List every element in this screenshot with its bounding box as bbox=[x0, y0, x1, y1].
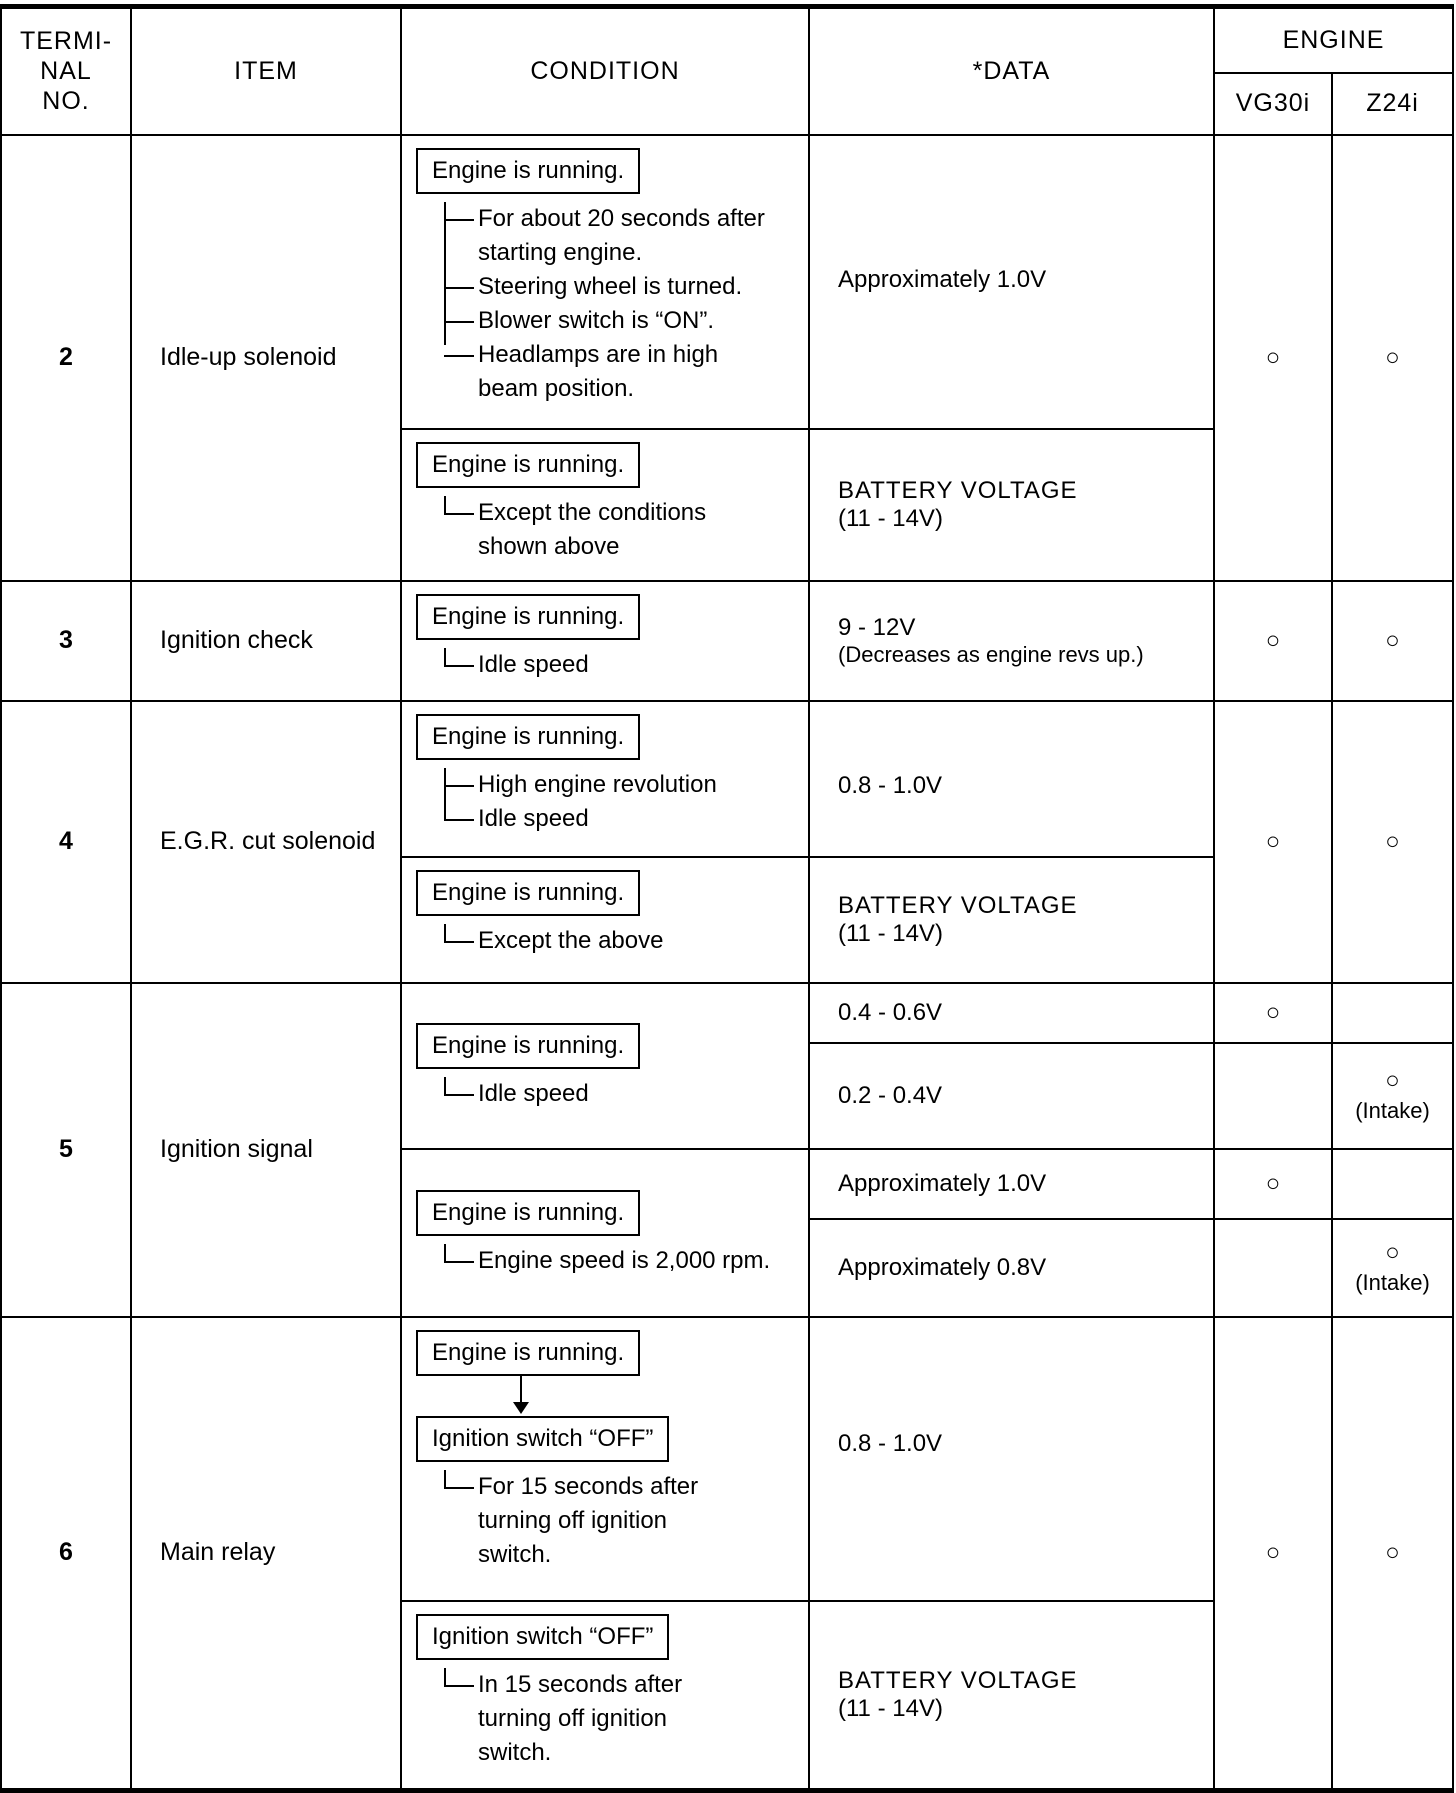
condition-line: switch. bbox=[478, 1540, 552, 1568]
data-value: 0.8 - 1.0V bbox=[838, 1429, 943, 1457]
header-terminal-no: TERMI- NAL NO. bbox=[1, 7, 131, 135]
condition-box: Engine is running. bbox=[416, 442, 640, 488]
header-condition: CONDITION bbox=[401, 7, 809, 135]
condition-box: Engine is running. bbox=[416, 1330, 640, 1376]
condition-line: beam position. bbox=[478, 374, 635, 402]
data-cell bbox=[809, 1317, 1214, 1601]
data-cell bbox=[809, 1043, 1214, 1149]
table-row bbox=[1, 581, 1453, 701]
item-name: Main relay bbox=[131, 1317, 401, 1791]
condition-line: Except the above bbox=[444, 924, 798, 958]
vg30i-mark: ○ bbox=[1214, 135, 1332, 581]
condition-line: For 15 seconds after bbox=[444, 1470, 798, 1504]
condition-box: Engine is running. bbox=[416, 1023, 640, 1069]
terminal-number: 2 bbox=[1, 135, 131, 581]
condition-cell bbox=[401, 983, 809, 1149]
intake-note: (Intake) bbox=[1355, 1269, 1430, 1295]
data-value: Approximately 0.8V bbox=[838, 1253, 1047, 1281]
condition-box: Ignition switch “OFF” bbox=[416, 1614, 669, 1660]
vg30i-mark bbox=[1214, 1043, 1332, 1149]
vg30i-mark: ○ bbox=[1214, 701, 1332, 983]
condition-line: starting engine. bbox=[478, 238, 643, 266]
data-value: 0.2 - 0.4V bbox=[838, 1081, 943, 1109]
data-value: 0.4 - 0.6V bbox=[838, 998, 943, 1026]
condition-cell bbox=[401, 1317, 809, 1601]
data-range: (11 - 14V) bbox=[838, 504, 943, 532]
terminal-number: 3 bbox=[1, 581, 131, 701]
data-cell bbox=[809, 857, 1214, 983]
z24i-mark: ○ bbox=[1332, 581, 1453, 701]
condition-box: Engine is running. bbox=[416, 1190, 640, 1236]
condition-line: High engine revolution bbox=[444, 768, 798, 802]
item-name: Ignition check bbox=[131, 581, 401, 701]
condition-cell bbox=[401, 1601, 809, 1791]
down-arrow-icon bbox=[520, 1376, 522, 1412]
data-note: (Decreases as engine revs up.) bbox=[838, 641, 1144, 667]
data-value: BATTERY VOLTAGE bbox=[838, 1666, 1078, 1694]
header-z24i: Z24i bbox=[1332, 73, 1453, 135]
condition-line: switch. bbox=[478, 1738, 552, 1766]
z24i-mark: ○ bbox=[1332, 701, 1453, 983]
data-cell bbox=[809, 701, 1214, 857]
condition-cell bbox=[401, 857, 809, 983]
data-cell bbox=[809, 1219, 1214, 1317]
condition-box: Engine is running. bbox=[416, 714, 640, 760]
z24i-mark: ○ (Intake) bbox=[1332, 1219, 1453, 1317]
condition-cell bbox=[401, 429, 809, 581]
z24i-mark bbox=[1332, 983, 1453, 1043]
vg30i-mark bbox=[1214, 1219, 1332, 1317]
condition-cell bbox=[401, 1149, 809, 1317]
vg30i-mark: ○ bbox=[1214, 581, 1332, 701]
data-value: Approximately 1.0V bbox=[838, 265, 1047, 293]
condition-line: turning off ignition bbox=[478, 1506, 668, 1534]
condition-box: Ignition switch “OFF” bbox=[416, 1416, 669, 1462]
condition-line: turning off ignition bbox=[478, 1704, 668, 1732]
z24i-mark: ○ bbox=[1332, 1317, 1453, 1791]
item-name: Idle-up solenoid bbox=[131, 135, 401, 581]
condition-line: Engine speed is 2,000 rpm. bbox=[444, 1244, 798, 1278]
data-range: (11 - 14V) bbox=[838, 1694, 943, 1722]
terminal-number: 6 bbox=[1, 1317, 131, 1791]
data-cell bbox=[809, 1601, 1214, 1791]
condition-box: Engine is running. bbox=[416, 870, 640, 916]
header-engine: ENGINE bbox=[1214, 7, 1453, 73]
condition-line: For about 20 seconds after bbox=[444, 202, 798, 236]
condition-box: Engine is running. bbox=[416, 148, 640, 194]
data-cell bbox=[809, 135, 1214, 429]
header-vg30i: VG30i bbox=[1214, 73, 1332, 135]
z24i-mark bbox=[1332, 1149, 1453, 1219]
table-row bbox=[1, 701, 1453, 857]
terminal-number: 4 bbox=[1, 701, 131, 983]
condition-line: Steering wheel is turned. bbox=[444, 270, 798, 304]
intake-note: (Intake) bbox=[1355, 1097, 1430, 1123]
data-value: Approximately 1.0V bbox=[838, 1169, 1047, 1197]
condition-box: Engine is running. bbox=[416, 594, 640, 640]
item-name: E.G.R. cut solenoid bbox=[131, 701, 401, 983]
condition-line: Headlamps are in high bbox=[444, 338, 798, 372]
data-value: 9 - 12V bbox=[838, 613, 916, 641]
terminal-number: 5 bbox=[1, 983, 131, 1317]
condition-line: In 15 seconds after bbox=[444, 1668, 798, 1702]
header-data: *DATA bbox=[809, 7, 1214, 135]
table-row bbox=[1, 135, 1453, 429]
condition-cell bbox=[401, 581, 809, 701]
condition-line: Idle speed bbox=[444, 802, 798, 836]
data-value: BATTERY VOLTAGE bbox=[838, 476, 1078, 504]
data-value: BATTERY VOLTAGE bbox=[838, 891, 1078, 919]
data-cell bbox=[809, 429, 1214, 581]
condition-line: Idle speed bbox=[444, 648, 798, 682]
condition-line: Idle speed bbox=[444, 1077, 798, 1111]
condition-cell bbox=[401, 135, 809, 429]
condition-line: shown above bbox=[478, 532, 620, 560]
z24i-mark: ○ (Intake) bbox=[1332, 1043, 1453, 1149]
condition-line: Blower switch is “ON”. bbox=[444, 304, 798, 338]
vg30i-mark: ○ bbox=[1214, 1317, 1332, 1791]
table-row bbox=[1, 1317, 1453, 1601]
data-cell bbox=[809, 1149, 1214, 1219]
item-name: Ignition signal bbox=[131, 983, 401, 1317]
condition-cell bbox=[401, 701, 809, 857]
data-cell bbox=[809, 983, 1214, 1043]
condition-line: Except the conditions bbox=[444, 496, 798, 530]
data-cell bbox=[809, 581, 1214, 701]
vg30i-mark: ○ bbox=[1214, 983, 1332, 1043]
z24i-mark: ○ bbox=[1332, 135, 1453, 581]
table-row bbox=[1, 983, 1453, 1043]
data-value: 0.8 - 1.0V bbox=[838, 771, 943, 799]
terminal-data-table bbox=[0, 4, 1454, 1793]
header-item: ITEM bbox=[131, 7, 401, 135]
data-range: (11 - 14V) bbox=[838, 919, 943, 947]
vg30i-mark: ○ bbox=[1214, 1149, 1332, 1219]
